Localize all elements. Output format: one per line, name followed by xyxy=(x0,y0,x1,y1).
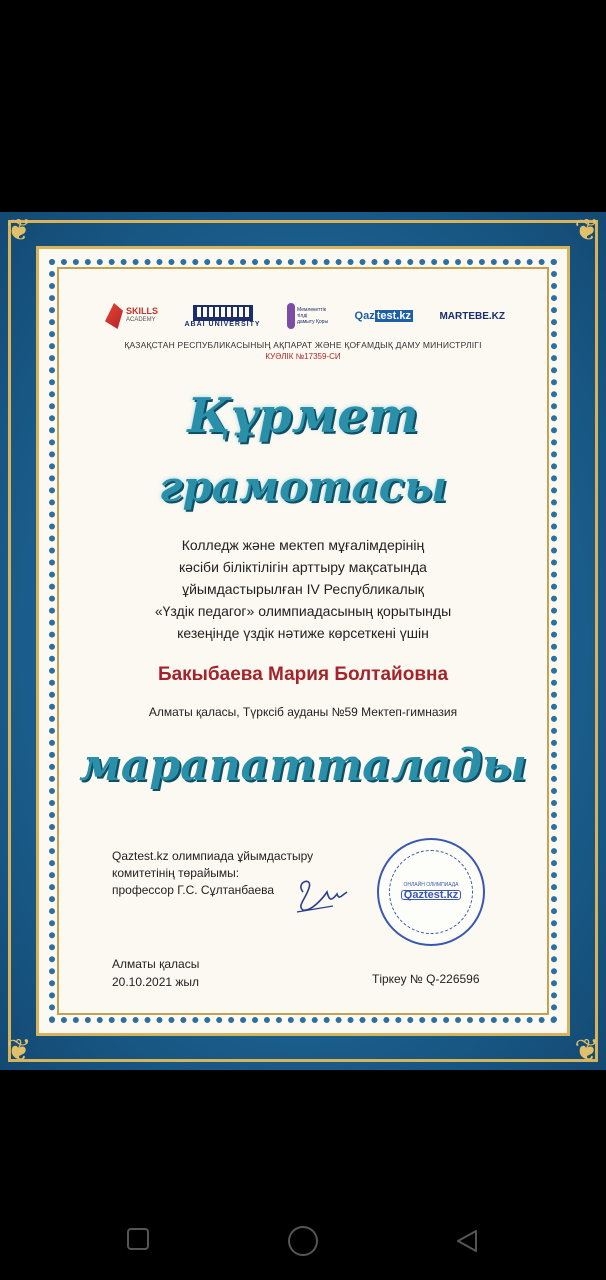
award-reason xyxy=(0,534,606,644)
chair-line3: профессор Г.С. Сұлтанбаева xyxy=(112,883,275,897)
university-building-icon xyxy=(193,305,253,321)
til-line3: дамыту Қоры xyxy=(297,319,329,325)
skills-logo-sub: ACADEMY xyxy=(126,317,156,323)
chair-line1: Qaztest.kz олимпиада ұйымдастыру xyxy=(112,849,314,863)
martebe-logo: MARTEBE.KZ xyxy=(439,310,505,322)
issue-city: Алматы қаласы xyxy=(112,957,200,971)
ornament-top-right-icon: ❦ xyxy=(574,213,600,248)
reason-line2: кәсіби біліктілігін арттыру мақсатында xyxy=(179,559,427,575)
abai-logo-text: ABAI UNIVERSITY xyxy=(184,320,261,328)
qaztest-logo xyxy=(355,310,413,322)
qaztest-logo-b: test.kz xyxy=(376,310,411,322)
registration-number: Тіркеу № Q-226596 xyxy=(372,972,480,986)
til-line1: Мемлекеттік xyxy=(297,307,326,313)
issue-date: 20.10.2021 жыл xyxy=(112,975,200,989)
stamp-ring xyxy=(389,850,473,934)
stamp-brand: Qaztest.kz xyxy=(401,890,461,900)
stamp-top-text: ОНЛАЙН ОЛИМПИАДА xyxy=(403,882,459,888)
awarded-word: марапатталады xyxy=(79,740,527,791)
til-line2: тілді xyxy=(297,313,308,319)
recipient-name: Бакыбаева Мария Болтайовна xyxy=(157,664,449,685)
chair-line2: комитетінің төрайымы: xyxy=(112,866,240,880)
reason-line3: ұйымдастырылған IV Республикалық xyxy=(182,581,424,597)
recent-apps-button[interactable] xyxy=(127,1228,149,1250)
language-fund-icon xyxy=(287,303,295,329)
committee-chair xyxy=(112,848,313,899)
recipient-school: Алматы қаласы, Түрксіб ауданы №59 Мектеп-гимназия xyxy=(148,705,458,719)
ministry-license: КУӘЛІК №17359-СИ xyxy=(265,352,341,361)
ministry-name: ҚАЗАҚСТАН РЕСПУБЛИКАСЫНЫҢ АҚПАРАТ ЖӘНЕ ҚОҒАМДЫҚ ДАМУ МИНИСТРЛІГІ xyxy=(124,340,482,350)
signature-icon xyxy=(293,872,349,916)
home-button[interactable] xyxy=(288,1226,318,1256)
issue-place-date xyxy=(112,955,199,991)
abai-university-logo xyxy=(184,305,260,328)
skills-academy-logo xyxy=(105,303,158,329)
skills-academy-icon xyxy=(105,303,123,329)
official-stamp xyxy=(377,838,485,946)
ornament-bottom-left-icon: ❦ xyxy=(6,1033,32,1068)
android-nav-bar xyxy=(0,1224,606,1254)
skills-logo-name: SKILLS xyxy=(126,306,159,316)
back-button[interactable] xyxy=(454,1228,480,1254)
qaztest-logo-a: Qaz xyxy=(354,310,375,322)
ornament-top-left-icon: ❦ xyxy=(6,213,32,248)
partner-logos xyxy=(105,296,505,336)
certificate-title-line1: Құрмет xyxy=(187,388,419,444)
reason-line4: «Үздік педагог» олимпиадасының қорытынды xyxy=(154,603,452,619)
language-fund-logo xyxy=(287,303,328,329)
ornament-bottom-right-icon: ❦ xyxy=(574,1033,600,1068)
reason-line5: кезеңінде үздік нәтиже көрсеткені үшін xyxy=(177,625,429,641)
reason-line1: Колледж және мектеп мұғалімдерінің xyxy=(181,537,425,553)
certificate-title-line2: грамотасы xyxy=(158,462,448,511)
